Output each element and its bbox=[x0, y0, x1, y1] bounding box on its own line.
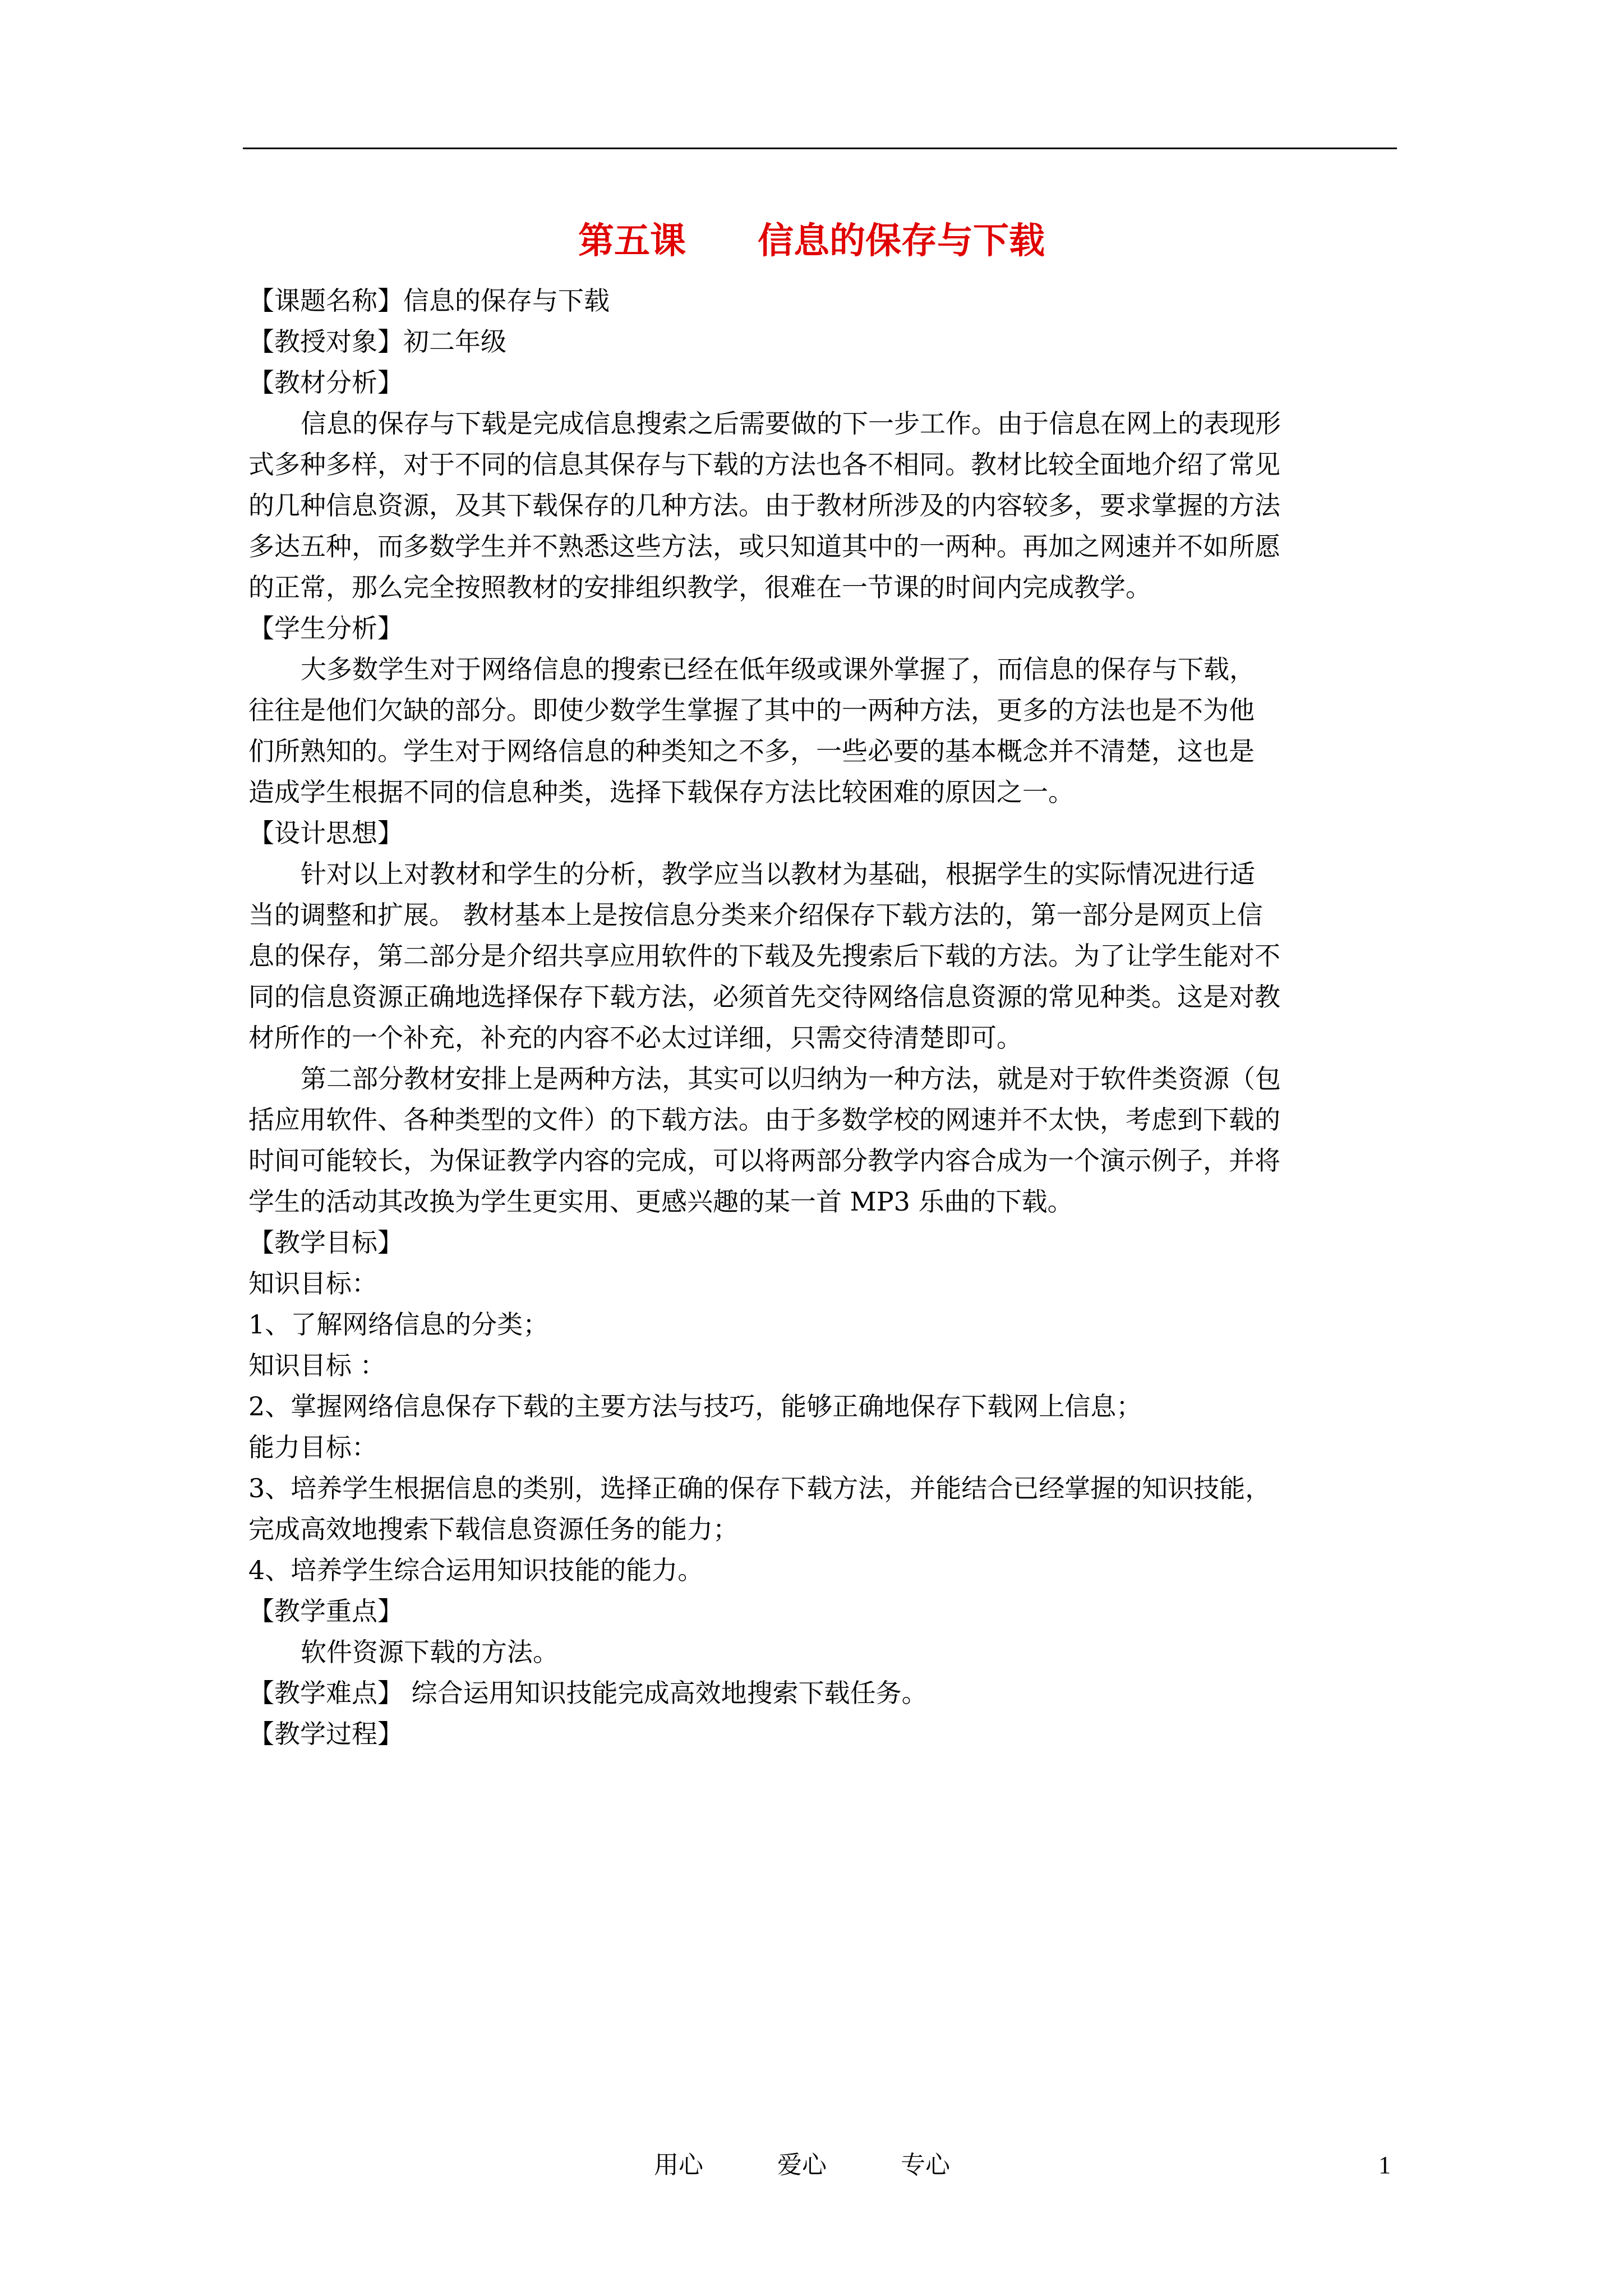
section-heading-material: 【教材分析】 bbox=[248, 367, 403, 398]
section-heading-process: 【教学过程】 bbox=[248, 1719, 403, 1749]
paragraph-line: 的正常，那么完全按照教材的安排组织教学，很难在一节课的时间内完成教学。 bbox=[248, 572, 1151, 602]
audience-line: 【教授对象】初二年级 bbox=[248, 326, 506, 357]
key-point-text: 软件资源下载的方法。 bbox=[301, 1637, 559, 1667]
section-heading-goals: 【教学目标】 bbox=[248, 1227, 403, 1258]
footer-slogan: 用心 爱心 专心 bbox=[654, 2151, 950, 2179]
paragraph-line: 针对以上对教材和学生的分析，教学应当以教材为基础，根据学生的实际情况进行适 bbox=[301, 859, 1255, 889]
paragraph-line: 同的信息资源正确地选择保存下载方法，必须首先交待网络信息资源的常见种类。这是对教 bbox=[248, 982, 1280, 1012]
paragraph-line: 学生的活动其改换为学生更实用、更感兴趣的某一首 MP3 乐曲的下载。 bbox=[248, 1186, 1073, 1217]
paragraph-line: 往往是他们欠缺的部分。即使少数学生掌握了其中的一两种方法，更多的方法也是不为他 bbox=[248, 695, 1255, 725]
paragraph-line: 的几种信息资源，及其下载保存的几种方法。由于教材所涉及的内容较多，要求掌握的方法 bbox=[248, 490, 1280, 521]
goal-label: 能力目标： bbox=[248, 1432, 377, 1462]
paragraph-line: 第二部分教材安排上是两种方法，其实可以归纳为一种方法，就是对于软件类资源（包 bbox=[301, 1064, 1281, 1094]
section-heading-key-points: 【教学重点】 bbox=[248, 1596, 403, 1626]
section-difficulty: 【教学难点】 综合运用知识技能完成高效地搜索下载任务。 bbox=[248, 1678, 928, 1708]
paragraph-line: 信息的保存与下载是完成信息搜索之后需要做的下一步工作。由于信息在网上的表现形 bbox=[301, 408, 1281, 439]
paragraph-line: 时间可能较长，为保证教学内容的完成，可以将两部分教学内容合成为一个演示例子，并将 bbox=[248, 1145, 1280, 1176]
paragraph-line: 括应用软件、各种类型的文件）的下载方法。由于多数学校的网速并不太快，考虑到下载的 bbox=[248, 1105, 1280, 1135]
header-rule bbox=[243, 148, 1397, 149]
page-title: 第五课 信息的保存与下载 bbox=[578, 220, 1045, 262]
goal-item: 4、培养学生综合运用知识技能的能力。 bbox=[248, 1555, 704, 1585]
goal-item: 2、掌握网络信息保存下载的主要方法与技巧，能够正确地保存下载网上信息； bbox=[248, 1391, 1142, 1421]
paragraph-line: 材所作的一个补充，补充的内容不必太过详细，只需交待清楚即可。 bbox=[248, 1023, 1022, 1053]
paragraph-line: 造成学生根据不同的信息种类，选择下载保存方法比较困难的原因之一。 bbox=[248, 777, 1074, 807]
topic-line: 【课题名称】信息的保存与下载 bbox=[248, 286, 610, 316]
page-footer bbox=[0, 2143, 1623, 2188]
paragraph-line: 多达五种，而多数学生并不熟悉这些方法，或只知道其中的一两种。再加之网速并不如所愿 bbox=[248, 531, 1280, 562]
section-heading-design: 【设计思想】 bbox=[248, 818, 403, 848]
paragraph-line: 息的保存，第二部分是介绍共享应用软件的下载及先搜索后下载的方法。为了让学生能对不 bbox=[248, 941, 1280, 971]
paragraph-line: 大多数学生对于网络信息的搜索已经在低年级或课外掌握了，而信息的保存与下载， bbox=[301, 654, 1255, 684]
goal-label: 知识目标： bbox=[248, 1268, 377, 1299]
page-number: 1 bbox=[1378, 2151, 1391, 2179]
paragraph-line: 当的调整和扩展。 教材基本上是按信息分类来介绍保存下载方法的，第一部分是网页上信 bbox=[248, 900, 1263, 930]
paragraph-line: 式多种多样，对于不同的信息其保存与下载的方法也各不相同。教材比较全面地介绍了常见 bbox=[248, 449, 1280, 480]
goal-item: 1、了解网络信息的分类； bbox=[248, 1309, 549, 1340]
paragraph-line: 们所熟知的。学生对于网络信息的种类知之不多，一些必要的基本概念并不清楚，这也是 bbox=[248, 736, 1255, 766]
section-heading-students: 【学生分析】 bbox=[248, 613, 403, 643]
goal-item: 完成高效地搜索下载信息资源任务的能力； bbox=[248, 1514, 739, 1544]
goal-label: 知识目标 ： bbox=[248, 1350, 386, 1381]
goal-item: 3、培养学生根据信息的类别，选择正确的保存下载方法，并能结合已经掌握的知识技能， bbox=[248, 1473, 1271, 1503]
document-body bbox=[248, 280, 1398, 1755]
